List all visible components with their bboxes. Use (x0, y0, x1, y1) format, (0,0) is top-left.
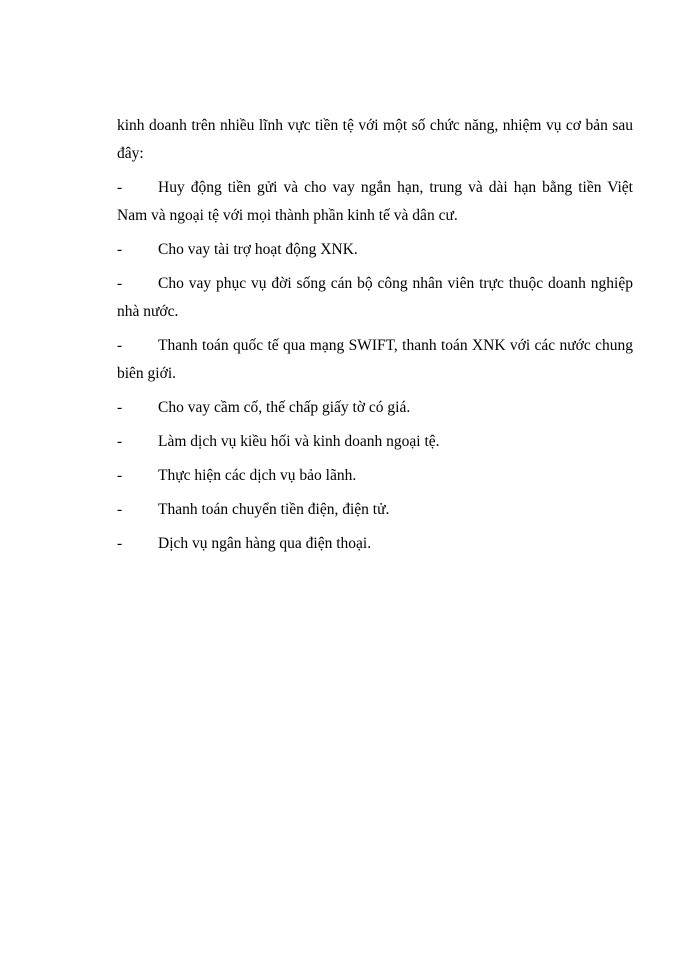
function-list (117, 174, 633, 558)
list-item (117, 428, 633, 456)
bullet-dash: - (117, 337, 123, 354)
bullet-dash: - (117, 433, 123, 450)
list-item (117, 174, 633, 230)
list-item-text: Dịch vụ ngân hàng qua điện thoại. (158, 535, 372, 552)
bullet-dash: - (117, 179, 123, 196)
list-item-text: Cho vay cầm cố, thế chấp giấy tờ có giá. (158, 399, 411, 416)
bullet-dash: - (117, 275, 123, 292)
bullet-dash: - (117, 399, 123, 416)
list-item-text: Cho vay tài trợ hoạt động XNK. (158, 241, 358, 258)
list-item-text: Thanh toán quốc tế qua mạng SWIFT, thanh toán XNK với các nước chung biên giới. (117, 337, 633, 382)
list-item (117, 270, 633, 326)
bullet-dash: - (117, 501, 123, 518)
list-item-text: Cho vay phục vụ đời sống cán bộ công nhân viên trực thuộc doanh nghiệp nhà nước. (117, 275, 633, 320)
document-body (117, 112, 633, 564)
list-item-text: Làm dịch vụ kiều hối và kinh doanh ngoại tệ. (158, 433, 440, 450)
list-item-text: Thực hiện các dịch vụ bảo lãnh. (158, 467, 357, 484)
bullet-dash: - (117, 241, 123, 258)
bullet-dash: - (117, 535, 123, 552)
list-item (117, 462, 633, 490)
bullet-dash: - (117, 467, 123, 484)
list-item (117, 332, 633, 388)
list-item-text: Huy động tiền gửi và cho vay ngắn hạn, trung và dài hạn bằng tiền Việt Nam và ngoại tệ với mọi thành phần kinh tế và dân cư. (117, 179, 633, 224)
list-item (117, 530, 633, 558)
list-item (117, 496, 633, 524)
list-item-text: Thanh toán chuyển tiền điện, điện tử. (158, 501, 390, 518)
list-item (117, 236, 633, 264)
list-item (117, 394, 633, 422)
intro-paragraph: kinh doanh trên nhiều lĩnh vực tiền tệ với một số chức năng, nhiệm vụ cơ bản sau đây: (117, 117, 633, 162)
